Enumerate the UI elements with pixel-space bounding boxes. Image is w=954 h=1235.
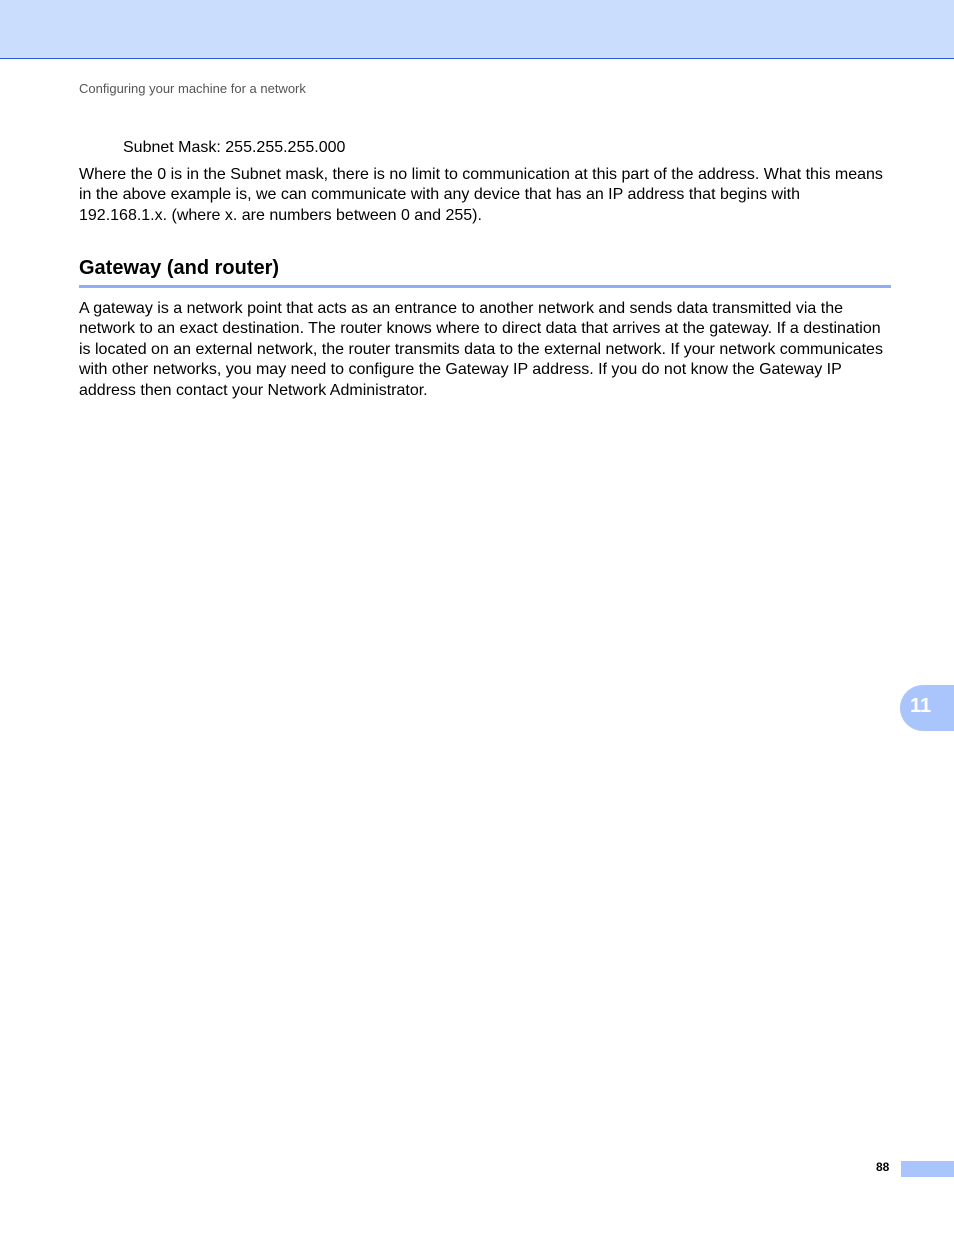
page-number-bar: [901, 1161, 954, 1177]
section-heading: Gateway (and router): [79, 256, 891, 288]
subnet-explanation-paragraph: Where the 0 is in the Subnet mask, there is no limit to communication at this part of the address. What this means in the above example is, we can communicate with any device that has an IP address that begins with 192.168.1.x. (where x. are numbers between 0 and 255).: [79, 166, 883, 224]
chapter-number: 11: [910, 695, 932, 717]
header-band: [0, 0, 954, 59]
running-header: Configuring your machine for a network: [79, 81, 306, 96]
gateway-paragraph: A gateway is a network point that acts as an entrance to another network and sends data transmitted via the network to an exact destination. The router knows where to direct data that arrives at the gateway. If a destination is located on an external network, the router transmits data to the external network. If your network communicates with other networks, you may need to configure the Gateway IP address. If you do not know the Gateway IP address then contact your Network Administrator.: [79, 300, 883, 399]
subnet-mask-example: Subnet Mask: 255.255.255.000: [123, 139, 346, 156]
page-number: 88: [876, 1160, 890, 1174]
